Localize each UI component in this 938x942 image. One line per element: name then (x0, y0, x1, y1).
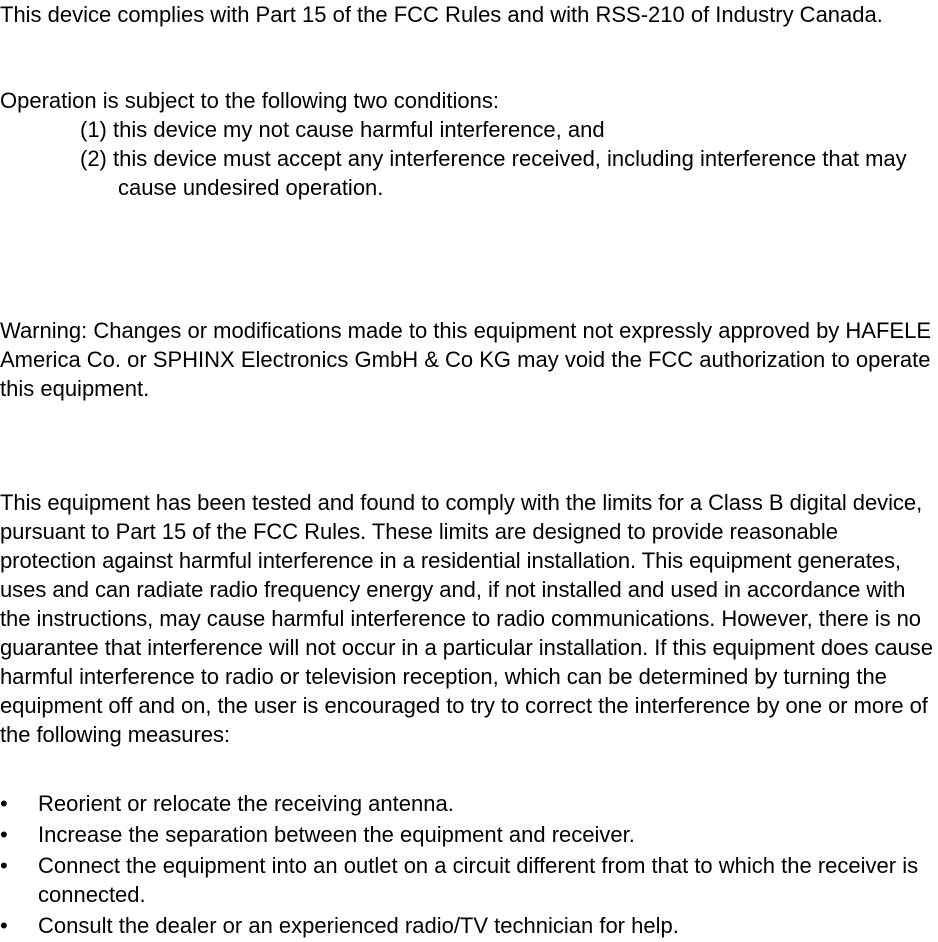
conditions-lead: Operation is subject to the following two conditions: (0, 88, 499, 113)
measure-item-3 (0, 851, 935, 909)
bullet-icon: • (0, 791, 8, 816)
bullet-icon: • (0, 853, 8, 878)
warning-paragraph: Warning: Changes or modifications made to this equipment not expressly approved by HAFELE America Co. or SPHINX Electronics GmbH & Co KG may void the FCC authorization to operate this equipment. (0, 318, 931, 401)
bullet-icon: • (0, 822, 8, 847)
condition-item-1: (1) this device my not cause harmful interference, and (80, 117, 605, 142)
class-b-notice-paragraph: This equipment has been tested and found to comply with the limits for a Class B digital device, pursuant to Part 15 of the FCC Rules. These limits are designed to provide reasonable protection against harmful interference in a residential installation. This equipment generates, uses and can radiate radio frequency energy and, if not installed and used in accordance with the instructions, may cause harmful interference to radio communications. However, there is no guarantee that interference will not occur in a particular installation. If this equipment does cause harmful interference to radio or television reception, which can be determined by turning the equipment off and on, the user is encouraged to try to correct the interference by one or more of the following measures: (0, 490, 933, 747)
measure-item-4 (0, 911, 935, 940)
measure-text-2: Increase the separation between the equipment and receiver. (38, 822, 635, 847)
measure-item-1 (0, 789, 935, 818)
measure-text-4: Consult the dealer or an experienced radio/TV technician for help. (38, 913, 679, 938)
measure-text-3: Connect the equipment into an outlet on a circuit different from that to which the receiver is connected. (38, 853, 919, 907)
condition-item-2: (2) this device must accept any interference received, including interference that may cause undesired operation. (80, 146, 907, 200)
measures-list (0, 789, 935, 942)
bullet-icon: • (0, 913, 8, 938)
compliance-statement: This device complies with Part 15 of the FCC Rules and with RSS-210 of Industry Canada. (0, 2, 883, 27)
measure-text-1: Reorient or relocate the receiving antenna. (38, 791, 454, 816)
measure-item-2 (0, 820, 935, 849)
